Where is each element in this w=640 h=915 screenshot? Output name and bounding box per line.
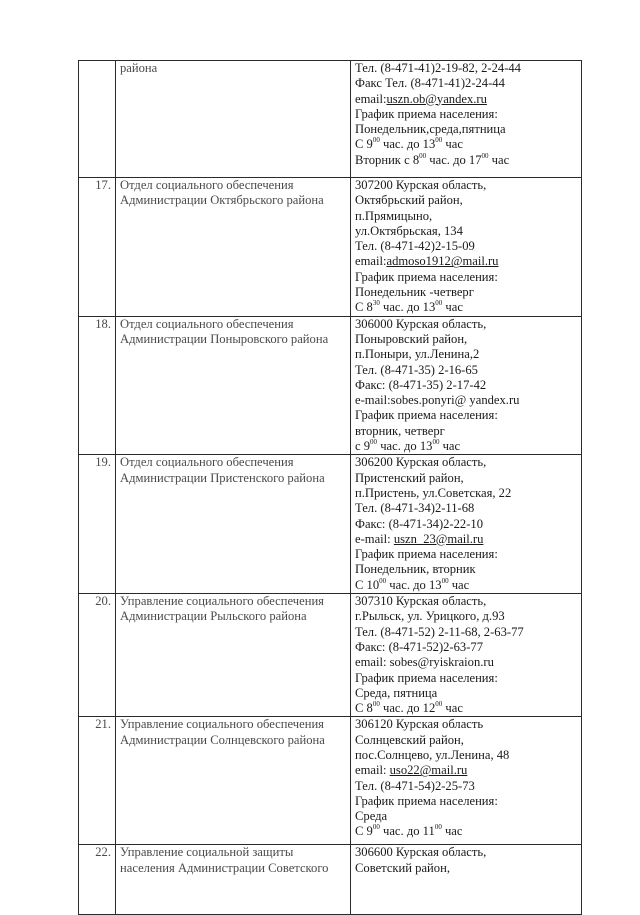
- row-number: 22.: [79, 845, 116, 915]
- time-minutes: 00: [441, 577, 449, 585]
- time-text: час. до 17: [426, 152, 482, 167]
- email-label: email:: [355, 91, 387, 106]
- organization-line: Администрации Пристенского района: [120, 470, 325, 485]
- organization-line: населения Администрации Советского: [120, 860, 329, 875]
- table-row: [79, 455, 582, 594]
- contact-line: Понедельник, вторник: [355, 562, 476, 577]
- time-text: час: [448, 577, 470, 592]
- time-minutes: 00: [435, 137, 443, 145]
- contact-line: 307200 Курская область,: [355, 178, 487, 192]
- time-text: С 9: [355, 824, 373, 839]
- contact-line: e-mail:sobes.ponyri@ yandex.ru: [355, 393, 520, 408]
- organization-name: [116, 316, 351, 455]
- contacts-table: [78, 60, 582, 915]
- email-link[interactable]: uso22@mail.ru: [389, 763, 468, 778]
- time-text: час: [439, 439, 461, 454]
- email-link[interactable]: uszn.ob@yandex.ru: [386, 91, 487, 106]
- contact-line: Пристенский район,: [355, 470, 464, 485]
- organization-name: [116, 594, 351, 717]
- time-minutes: 00: [379, 577, 387, 585]
- contact-line: Тел. (8-471-41)2-19-82, 2-24-44: [355, 61, 521, 75]
- row-number: [79, 61, 116, 178]
- contact-line: п.Прямицыно,: [355, 208, 433, 223]
- time-text: час: [442, 137, 463, 152]
- row-number: 17.: [79, 178, 116, 317]
- reception-hours: [355, 137, 577, 152]
- contact-line: Среда: [355, 809, 388, 824]
- time-text: час: [488, 152, 510, 167]
- organization-name: [116, 845, 351, 915]
- reception-hours: [355, 300, 577, 315]
- contact-line: График приема населения:: [355, 106, 498, 121]
- time-text: С 9: [355, 137, 373, 152]
- time-minutes: 00: [372, 137, 380, 145]
- table-row: [79, 61, 582, 178]
- time-minutes: 00: [419, 152, 427, 160]
- contact-line: Советский район,: [355, 860, 450, 875]
- time-text: С 10: [355, 577, 380, 592]
- time-minutes: 30: [372, 300, 380, 308]
- organization-name: [116, 178, 351, 317]
- email-link[interactable]: admoso1912@mail.ru: [386, 254, 499, 269]
- contact-line: п.Пристень, ул.Советская, 22: [355, 485, 512, 500]
- table-row: [79, 594, 582, 717]
- email-label: e-mail:: [355, 531, 394, 546]
- time-text: С 8: [355, 300, 373, 315]
- email-label: email:: [355, 254, 387, 269]
- time-minutes: 00: [481, 152, 489, 160]
- contact-line: Факс: (8-471-34)2-22-10: [355, 516, 484, 531]
- organization-line: Администрации Октябрьского района: [120, 193, 324, 208]
- time-text: с 9: [355, 439, 371, 454]
- row-number: 20.: [79, 594, 116, 717]
- time-minutes: 00: [372, 701, 380, 709]
- row-number: 19.: [79, 455, 116, 594]
- time-minutes: 00: [435, 300, 443, 308]
- contact-line: 306000 Курская область,: [355, 316, 487, 331]
- organization-line: Управление социальной защиты: [120, 845, 294, 860]
- time-text: час. до 13: [377, 439, 433, 454]
- contact-line: Тел. (8-471-35) 2-16-65: [355, 362, 478, 377]
- organization-name: [116, 455, 351, 594]
- time-minutes: 00: [434, 824, 442, 832]
- time-text: С 8: [355, 701, 373, 716]
- contact-line: Понедельник -четверг: [355, 285, 474, 300]
- contact-line: График приема населения:: [355, 547, 498, 562]
- contact-line: Солнцевский район,: [355, 732, 464, 747]
- time-minutes: 00: [432, 439, 440, 447]
- time-minutes: 00: [370, 439, 378, 447]
- table-row: [79, 845, 582, 915]
- organization-line: Управление социального обеспечения: [120, 717, 324, 732]
- contact-info: [351, 178, 582, 317]
- contact-line: График приема населения:: [355, 793, 498, 808]
- time-text: Вторник с 8: [355, 152, 420, 167]
- time-text: час: [441, 824, 463, 839]
- organization-line: Администрации Солнцевского района: [120, 732, 325, 747]
- time-text: час: [442, 701, 463, 716]
- contact-line: [355, 254, 577, 269]
- time-minutes: 00: [435, 701, 443, 709]
- table-row: [79, 316, 582, 455]
- time-text: час: [442, 300, 463, 315]
- contact-line: г.Рыльск, ул. Урицкого, д.93: [355, 609, 505, 624]
- contact-line: [355, 532, 577, 547]
- contact-line: вторник, четверг: [355, 423, 445, 438]
- contact-line: [355, 92, 577, 107]
- contact-line: Среда, пятница: [355, 685, 438, 700]
- table-row: [79, 178, 582, 317]
- contact-info: [351, 61, 582, 178]
- contact-info: [351, 455, 582, 594]
- contacts-table-body: [79, 61, 582, 915]
- organization-name: [116, 717, 351, 845]
- time-text: час. до 13: [379, 137, 436, 152]
- contact-line: [355, 763, 577, 778]
- contact-line: Поныровский район,: [355, 331, 468, 346]
- organization-line: района: [120, 61, 158, 75]
- contact-info: [351, 717, 582, 845]
- contact-line: п.Поныри, ул.Ленина,2: [355, 347, 480, 362]
- row-number: 18.: [79, 316, 116, 455]
- organization-name: [116, 61, 351, 178]
- reception-hours: [355, 824, 577, 839]
- contact-line: пос.Солнцево, ул.Ленина, 48: [355, 747, 510, 762]
- contact-line: График приема населения:: [355, 670, 498, 685]
- row-number: 21.: [79, 717, 116, 845]
- contact-line: Тел. (8-471-42)2-15-09: [355, 239, 475, 254]
- contact-line: График приема населения:: [355, 269, 498, 284]
- email-link[interactable]: uszn_23@mail.ru: [393, 531, 484, 546]
- organization-line: Управление социального обеспечения: [120, 594, 324, 609]
- reception-hours: [355, 701, 577, 716]
- time-text: час. до 13: [386, 577, 442, 592]
- contact-line: ул.Октябрьская, 134: [355, 223, 463, 238]
- reception-hours: [355, 153, 577, 168]
- contact-line: Понедельник,среда,пятница: [355, 122, 506, 137]
- contact-info: [351, 316, 582, 455]
- contact-info: [351, 845, 582, 915]
- organization-line: Отдел социального обеспечения: [120, 316, 294, 331]
- organization-line: Администрации Поныровского района: [120, 331, 329, 346]
- contact-line: Октябрьский район,: [355, 193, 463, 208]
- contact-line: Факс: (8-471-35) 2-17-42: [355, 377, 487, 392]
- contact-line: email: sobes@ryiskraion.ru: [355, 655, 494, 670]
- time-text: час. до 11: [379, 824, 435, 839]
- organization-line: Администрации Рыльского района: [120, 609, 307, 624]
- contact-line: 306600 Курская область,: [355, 845, 487, 860]
- time-minutes: 00: [372, 824, 380, 832]
- time-text: час. до 12: [379, 701, 436, 716]
- contact-line: Факс Тел. (8-471-41)2-24-44: [355, 76, 505, 91]
- reception-hours: [355, 439, 577, 454]
- contact-info: [351, 594, 582, 717]
- time-text: час. до 13: [379, 300, 436, 315]
- contact-line: График приема населения:: [355, 408, 498, 423]
- table-row: [79, 717, 582, 845]
- organization-line: Отдел социального обеспечения: [120, 178, 294, 192]
- contact-line: 307310 Курская область,: [355, 594, 487, 609]
- contact-line: Тел. (8-471-54)2-25-73: [355, 778, 475, 793]
- reception-hours: [355, 578, 577, 593]
- contact-line: 306120 Курская область: [355, 717, 484, 732]
- contact-line: Тел. (8-471-52) 2-11-68, 2-63-77: [355, 624, 524, 639]
- email-label: email:: [355, 763, 390, 778]
- contact-line: 306200 Курская область,: [355, 455, 487, 470]
- contact-line: Факс: (8-471-52)2-63-77: [355, 639, 484, 654]
- contact-line: Тел. (8-471-34)2-11-68: [355, 501, 475, 516]
- organization-line: Отдел социального обеспечения: [120, 455, 294, 470]
